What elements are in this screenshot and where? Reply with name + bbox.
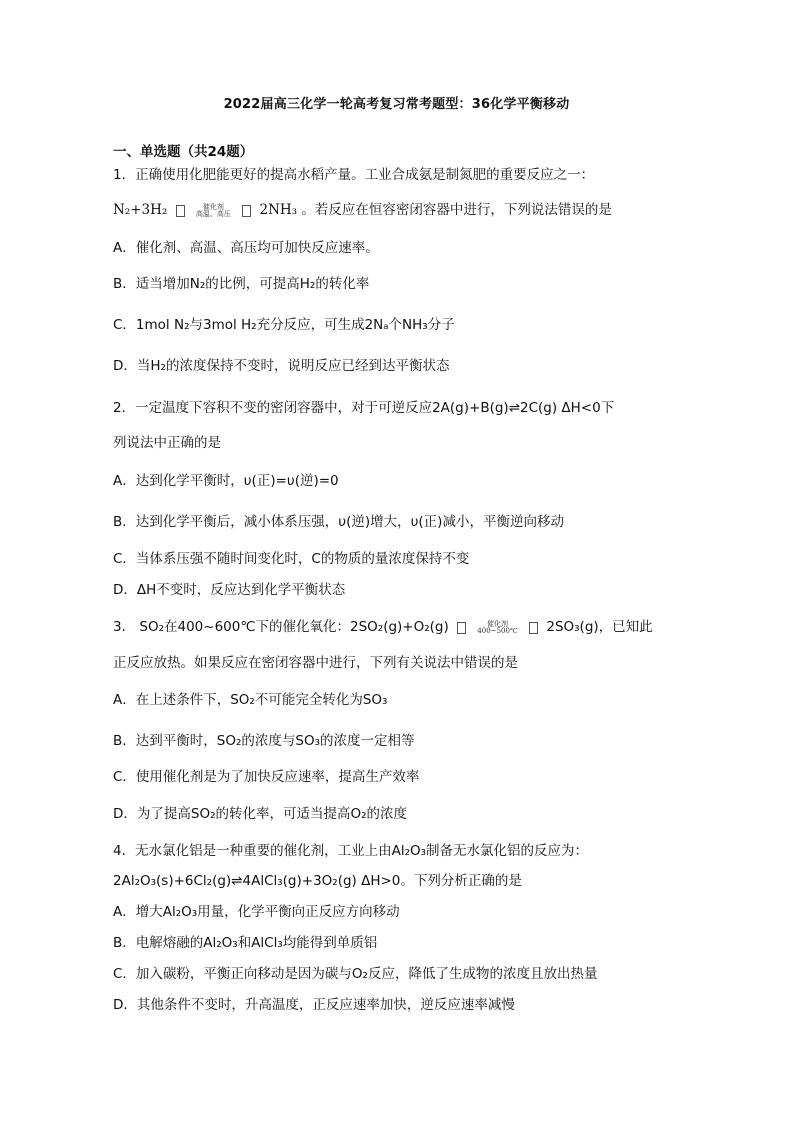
q1-equation [113, 200, 612, 220]
q2-option-d: D．ΔH不变时，反应达到化学平衡状态 [113, 582, 346, 598]
q2-stem-line2: 列说法中正确的是 [113, 435, 221, 451]
q2-stem-line1: 2．一定温度下容积不变的密闭容器中，对于可逆反应2A(g)+B(g)⇌2C(g) ΔH<0下 [113, 400, 615, 416]
document-title: 2022届高三化学一轮高考复习常考题型：36化学平衡移动 [223, 97, 570, 112]
q3-stem-line2: 正反应放热。如果反应在密闭容器中进行，下列有关说法中错误的是 [113, 655, 518, 671]
q1-option-d: D．当H₂的浓度保持不变时，说明反应已经到达平衡状态 [113, 358, 450, 374]
q2-option-a: A．达到化学平衡时，υ(正)=υ(逆)=0 [113, 473, 339, 489]
q4-option-c: C．加入碳粉，平衡正向移动是因为碳与O₂反应，降低了生成物的浓度且放出热量 [113, 966, 598, 982]
q3-cond-bottom: 400~500℃ [477, 626, 518, 635]
q3-stem-line1 [113, 617, 653, 637]
q1-cond-top: 催化剂 [202, 202, 224, 211]
q1-eq-right: 2NH₃ [259, 202, 298, 218]
q1-eq-left: N₂+3H₂ [113, 202, 168, 218]
q3-stem-part1: 3． SO₂在400~600℃下的催化氧化：2SO₂(g)+O₂(g) [113, 619, 449, 635]
q1-cond-bottom: 高温、高压 [195, 209, 231, 218]
q3-option-a: A．在上述条件下，SO₂不可能完全转化为SO₃ [113, 692, 388, 708]
q1-eq-tail: 。若反应在恒容密闭容器中进行，下列说法错误的是 [301, 202, 612, 218]
q4-stem-line2: 2Al₂O₃(s)+6Cl₂(g)⇌4AlCl₃(g)+3O₂(g) ΔH>0。下列分析正确的是 [113, 873, 522, 889]
q3-condition [477, 621, 517, 635]
q1-option-b: B．适当增加N₂的比例，可提高H₂的转化率 [113, 276, 370, 292]
q4-option-b: B．电解熔融的Al₂O₃和AlCl₃均能得到单质铝 [113, 935, 378, 951]
q4-option-a: A．增大Al₂O₃用量，化学平衡向正反应方向移动 [113, 904, 400, 920]
q1-option-c: C．1mol N₂与3mol H₂充分反应，可生成2Nₐ个NH₃分子 [113, 317, 455, 333]
q4-stem-line1: 4．无水氯化铝是一种重要的催化剂，工业上由Al₂O₃制备无水氯化铝的反应为： [113, 843, 589, 859]
q3-option-b: B．达到平衡时，SO₂的浓度与SO₃的浓度一定相等 [113, 733, 415, 749]
q1-option-a: A．催化剂、高温、高压均可加快反应速率。 [113, 240, 379, 256]
q2-option-b: B．达到化学平衡后，减小体系压强，υ(逆)增大，υ(正)减小，平衡逆向移动 [113, 514, 564, 530]
q4-option-d: D．其他条件不变时，升高温度，正反应速率加快，逆反应速率减慢 [113, 997, 515, 1013]
q3-option-c: C．使用催化剂是为了加快反应速率，提高生产效率 [113, 769, 420, 785]
q1-stem: 1．正确使用化肥能更好的提高水稻产量。工业合成氨是制氮肥的重要反应之一： [113, 167, 595, 183]
q3-cond-top: 催化剂 [487, 619, 509, 628]
q2-option-c: C．当体系压强不随时间变化时，C的物质的量浓度保持不变 [113, 551, 470, 567]
missing-glyph-icon [457, 622, 466, 634]
q1-condition [196, 204, 231, 218]
q3-option-d: D．为了提高SO₂的转化率，可适当提高O₂的浓度 [113, 806, 408, 822]
missing-glyph-icon [242, 205, 251, 217]
missing-glyph-icon [176, 205, 185, 217]
q3-stem-part2: 2SO₃(g)，已知此 [546, 619, 653, 635]
section-heading: 一、单选题（共24题） [113, 144, 254, 160]
missing-glyph-icon [529, 622, 538, 634]
